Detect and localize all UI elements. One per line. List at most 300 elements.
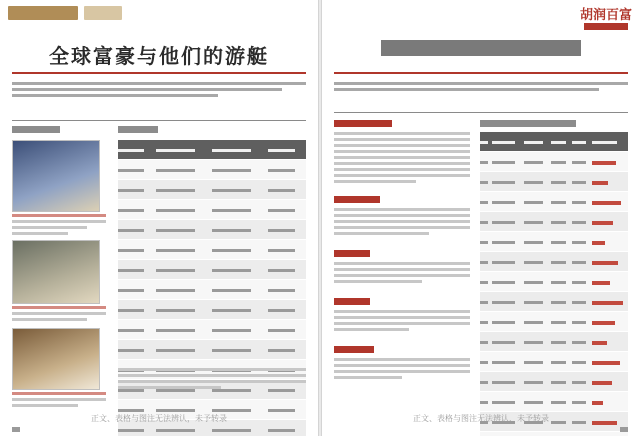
section-heading-placeholder-3 xyxy=(334,250,370,257)
table-row xyxy=(480,352,628,372)
table-cell xyxy=(118,220,156,240)
body-paragraph-placeholder xyxy=(118,368,306,392)
table-cell xyxy=(156,260,212,280)
text-placeholder xyxy=(156,309,195,312)
table-cell xyxy=(592,212,628,232)
table-cell xyxy=(592,272,628,292)
owner-portrait-2 xyxy=(12,240,100,304)
table-row xyxy=(480,372,628,392)
table-cell xyxy=(524,392,551,412)
table-cell xyxy=(156,240,212,260)
right-lead-paragraph-placeholder xyxy=(334,82,628,94)
text-placeholder xyxy=(212,169,251,172)
headline-rule xyxy=(334,72,628,74)
text-placeholder xyxy=(212,249,251,252)
table-row xyxy=(480,192,628,212)
table-cell xyxy=(592,372,628,392)
missing-text-note: 正文、表格与图注无法辨认，未予转录 xyxy=(91,414,227,423)
table-cell xyxy=(212,260,268,280)
table-cell xyxy=(118,320,156,340)
text-placeholder xyxy=(268,169,294,172)
table-cell xyxy=(480,292,492,312)
text-placeholder xyxy=(118,249,144,252)
text-placeholder xyxy=(212,329,251,332)
table-cell xyxy=(480,152,492,172)
text-placeholder xyxy=(212,429,251,432)
table-row xyxy=(480,252,628,272)
table-row xyxy=(480,272,628,292)
table-bar xyxy=(592,161,616,165)
text-placeholder xyxy=(268,329,294,332)
text-placeholder xyxy=(480,301,488,304)
table-cell xyxy=(480,372,492,392)
table-cell xyxy=(492,332,525,352)
text-placeholder xyxy=(551,201,566,204)
text-placeholder xyxy=(268,349,294,352)
table-cell xyxy=(480,132,492,152)
table-heading-placeholder xyxy=(118,126,158,133)
table-cell xyxy=(592,252,628,272)
text-placeholder xyxy=(524,221,543,224)
table-cell xyxy=(524,192,551,212)
text-placeholder xyxy=(118,189,144,192)
text-placeholder xyxy=(268,269,294,272)
table-bar xyxy=(592,381,611,385)
text-placeholder xyxy=(212,269,251,272)
table-cell xyxy=(492,192,525,212)
text-placeholder xyxy=(156,149,195,152)
table-cell xyxy=(118,240,156,260)
table-cell xyxy=(524,292,551,312)
owner-portrait-3 xyxy=(12,328,100,390)
table-row xyxy=(480,392,628,412)
table-cell xyxy=(551,232,572,252)
table-row xyxy=(480,212,628,232)
table-cell xyxy=(492,252,525,272)
right-headline-placeholder xyxy=(322,40,640,56)
text-column-placeholder-5 xyxy=(334,358,470,382)
table-cell xyxy=(524,272,551,292)
text-placeholder xyxy=(118,409,144,412)
table-cell xyxy=(592,232,628,252)
table-row xyxy=(118,180,306,200)
table-cell xyxy=(268,320,306,340)
table-bar xyxy=(592,261,618,265)
table-cell xyxy=(212,160,268,180)
text-placeholder xyxy=(156,269,195,272)
table-cell xyxy=(492,352,525,372)
table-cell xyxy=(492,292,525,312)
table-cell xyxy=(592,132,628,152)
table-cell xyxy=(572,152,593,172)
text-placeholder xyxy=(492,341,515,344)
text-placeholder xyxy=(118,349,144,352)
table-cell xyxy=(572,132,593,152)
table-bar xyxy=(592,341,606,345)
text-column-placeholder-4 xyxy=(334,310,470,334)
portrait-caption-1-placeholder xyxy=(12,214,106,238)
table-cell xyxy=(572,392,593,412)
text-placeholder xyxy=(492,161,515,164)
text-placeholder xyxy=(492,261,515,264)
table-cell xyxy=(118,340,156,360)
table-cell xyxy=(524,352,551,372)
table-cell xyxy=(118,160,156,180)
table-cell xyxy=(592,392,628,412)
table-bar xyxy=(592,301,623,305)
table-cell xyxy=(492,212,525,232)
text-placeholder xyxy=(492,401,515,404)
table-cell xyxy=(268,300,306,320)
table-cell xyxy=(212,220,268,240)
table-cell xyxy=(212,180,268,200)
table-cell xyxy=(480,192,492,212)
text-placeholder xyxy=(480,161,488,164)
section-rule xyxy=(12,120,306,121)
text-placeholder xyxy=(524,401,543,404)
table-cell xyxy=(156,220,212,240)
table-cell xyxy=(551,272,572,292)
table-row xyxy=(118,200,306,220)
table-cell xyxy=(212,320,268,340)
text-placeholder xyxy=(268,429,294,432)
text-placeholder xyxy=(492,221,515,224)
table-cell xyxy=(551,392,572,412)
table-bar xyxy=(592,281,609,285)
right-page xyxy=(322,0,640,436)
table-row xyxy=(118,320,306,340)
text-placeholder xyxy=(480,141,488,144)
table-row xyxy=(480,292,628,312)
text-placeholder xyxy=(480,281,488,284)
table-cell xyxy=(268,200,306,220)
text-placeholder xyxy=(268,289,294,292)
text-placeholder xyxy=(551,221,566,224)
table-cell xyxy=(268,280,306,300)
text-placeholder xyxy=(118,269,144,272)
left-headline: 全球富豪与他们的游艇 xyxy=(49,44,269,68)
table-cell xyxy=(572,232,593,252)
table-cell xyxy=(592,192,628,212)
section-heading-placeholder-1 xyxy=(334,120,392,127)
text-placeholder xyxy=(572,281,587,284)
table-cell xyxy=(572,332,593,352)
table-cell xyxy=(551,172,572,192)
table-row xyxy=(480,432,628,436)
text-placeholder xyxy=(572,361,587,364)
table-cell xyxy=(551,312,572,332)
text-placeholder xyxy=(212,289,251,292)
text-placeholder xyxy=(480,201,488,204)
table-cell xyxy=(572,252,593,272)
text-placeholder xyxy=(268,189,294,192)
masthead-bar xyxy=(584,23,628,30)
table-cell xyxy=(572,272,593,292)
text-placeholder xyxy=(480,181,488,184)
publisher-logo xyxy=(8,6,78,20)
text-placeholder xyxy=(156,289,195,292)
table-cell xyxy=(212,240,268,260)
section-heading-placeholder-4 xyxy=(334,298,370,305)
table-cell xyxy=(572,372,593,392)
text-placeholder xyxy=(118,429,144,432)
text-placeholder xyxy=(492,241,515,244)
text-placeholder xyxy=(572,221,587,224)
table-row xyxy=(480,152,628,172)
text-placeholder xyxy=(524,281,543,284)
table-cell xyxy=(551,192,572,212)
table-row xyxy=(118,280,306,300)
table-cell xyxy=(156,180,212,200)
table-cell xyxy=(480,392,492,412)
table-cell xyxy=(492,272,525,292)
text-placeholder xyxy=(156,209,195,212)
table-cell xyxy=(480,252,492,272)
table-bar xyxy=(592,401,603,405)
text-placeholder xyxy=(156,229,195,232)
text-placeholder xyxy=(524,201,543,204)
table-cell xyxy=(156,140,212,160)
text-placeholder xyxy=(592,141,617,144)
table-cell xyxy=(524,372,551,392)
table-cell xyxy=(156,300,212,320)
text-placeholder xyxy=(118,229,144,232)
table-cell xyxy=(572,172,593,192)
text-column-placeholder-1 xyxy=(334,132,470,186)
text-placeholder xyxy=(480,361,488,364)
table-cell xyxy=(480,432,492,436)
partner-logo xyxy=(84,6,122,20)
table-cell xyxy=(480,212,492,232)
text-placeholder xyxy=(268,309,294,312)
text-placeholder xyxy=(268,249,294,252)
text-placeholder xyxy=(268,209,294,212)
table-cell xyxy=(480,232,492,252)
text-placeholder xyxy=(480,261,488,264)
table-cell xyxy=(524,312,551,332)
text-placeholder xyxy=(212,229,251,232)
text-placeholder xyxy=(572,201,587,204)
section-heading-placeholder-5 xyxy=(334,346,374,353)
table-cell xyxy=(551,292,572,312)
text-column-placeholder-3 xyxy=(334,262,470,286)
table-cell xyxy=(524,132,551,152)
table-cell xyxy=(551,372,572,392)
wealth-table-placeholder xyxy=(480,132,628,436)
table-row xyxy=(118,220,306,240)
text-placeholder xyxy=(551,141,566,144)
table-cell xyxy=(268,240,306,260)
text-placeholder xyxy=(524,181,543,184)
text-placeholder xyxy=(156,189,195,192)
table-cell xyxy=(572,432,593,436)
table-cell xyxy=(592,152,628,172)
text-placeholder xyxy=(572,301,587,304)
text-placeholder xyxy=(524,361,543,364)
portrait-caption-3-placeholder xyxy=(12,392,106,410)
table-cell xyxy=(480,352,492,372)
table-cell xyxy=(524,152,551,172)
text-placeholder xyxy=(480,321,488,324)
owner-portrait-1 xyxy=(12,140,100,212)
table-cell xyxy=(492,312,525,332)
table-cell xyxy=(212,140,268,160)
text-placeholder xyxy=(572,261,587,264)
table-cell xyxy=(592,352,628,372)
text-placeholder xyxy=(480,221,488,224)
page-number-placeholder xyxy=(12,427,20,432)
table-cell xyxy=(572,212,593,232)
table-cell xyxy=(212,280,268,300)
text-placeholder xyxy=(156,249,195,252)
text-placeholder xyxy=(480,401,488,404)
table-cell xyxy=(551,252,572,272)
text-placeholder xyxy=(551,361,566,364)
table-cell xyxy=(524,172,551,192)
table-header-row xyxy=(480,132,628,152)
table-cell xyxy=(268,140,306,160)
text-placeholder xyxy=(492,301,515,304)
table-cell xyxy=(592,292,628,312)
table-cell xyxy=(480,172,492,192)
table-row xyxy=(480,232,628,252)
table-cell xyxy=(551,152,572,172)
table-row xyxy=(480,172,628,192)
text-placeholder xyxy=(551,381,566,384)
table-cell xyxy=(268,180,306,200)
table-cell xyxy=(268,160,306,180)
table-bar xyxy=(592,201,621,205)
table-cell xyxy=(572,312,593,332)
text-placeholder xyxy=(212,149,251,152)
table-row xyxy=(118,240,306,260)
text-placeholder xyxy=(551,401,566,404)
text-placeholder xyxy=(551,281,566,284)
table-cell xyxy=(480,272,492,292)
text-placeholder xyxy=(156,429,195,432)
left-page xyxy=(0,0,318,436)
text-placeholder xyxy=(524,381,543,384)
text-placeholder xyxy=(524,321,543,324)
text-placeholder xyxy=(524,161,543,164)
text-placeholder xyxy=(572,321,587,324)
text-placeholder xyxy=(118,169,144,172)
masthead-logo xyxy=(580,8,632,38)
table-cell xyxy=(118,300,156,320)
table-cell xyxy=(118,260,156,280)
table-row xyxy=(480,312,628,332)
table-cell xyxy=(492,232,525,252)
table-cell xyxy=(524,432,551,436)
table-cell xyxy=(492,372,525,392)
table-cell xyxy=(156,320,212,340)
text-placeholder xyxy=(212,349,251,352)
text-placeholder xyxy=(118,289,144,292)
table-cell xyxy=(492,432,525,436)
text-placeholder xyxy=(118,209,144,212)
text-placeholder xyxy=(551,341,566,344)
table-row xyxy=(118,260,306,280)
table-cell xyxy=(212,340,268,360)
text-placeholder xyxy=(572,401,587,404)
text-placeholder xyxy=(212,209,251,212)
table-heading-placeholder xyxy=(480,120,576,127)
table-cell xyxy=(480,312,492,332)
text-placeholder xyxy=(492,201,515,204)
table-row xyxy=(118,160,306,180)
table-cell xyxy=(268,340,306,360)
text-placeholder xyxy=(268,229,294,232)
table-cell xyxy=(551,212,572,232)
table-cell xyxy=(524,232,551,252)
table-cell xyxy=(480,332,492,352)
headline-rule xyxy=(12,72,306,74)
table-bar xyxy=(592,361,619,365)
text-placeholder xyxy=(551,181,566,184)
text-placeholder xyxy=(572,241,587,244)
text-placeholder xyxy=(572,381,587,384)
masthead-title: 胡润百富 xyxy=(580,8,633,23)
table-cell xyxy=(212,200,268,220)
text-placeholder xyxy=(524,141,543,144)
table-cell xyxy=(492,172,525,192)
text-placeholder xyxy=(118,149,144,152)
table-cell xyxy=(492,152,525,172)
text-placeholder xyxy=(551,261,566,264)
text-placeholder xyxy=(551,241,566,244)
text-placeholder xyxy=(118,309,144,312)
text-placeholder xyxy=(480,241,488,244)
text-placeholder xyxy=(492,321,515,324)
table-cell xyxy=(118,280,156,300)
table-cell xyxy=(268,260,306,280)
table-cell xyxy=(118,140,156,160)
table-cell xyxy=(118,200,156,220)
table-cell xyxy=(524,212,551,232)
text-placeholder xyxy=(492,381,515,384)
table-cell xyxy=(592,432,628,436)
section-heading-placeholder-2 xyxy=(334,196,380,203)
text-placeholder xyxy=(156,409,195,412)
table-cell xyxy=(592,312,628,332)
text-placeholder xyxy=(572,161,587,164)
text-placeholder xyxy=(572,181,587,184)
table-header-row xyxy=(118,140,306,160)
text-placeholder xyxy=(572,341,587,344)
table-row xyxy=(480,332,628,352)
text-placeholder xyxy=(480,341,488,344)
table-cell xyxy=(156,160,212,180)
table-row xyxy=(118,340,306,360)
table-cell xyxy=(572,192,593,212)
table-cell xyxy=(524,332,551,352)
lead-paragraph-placeholder xyxy=(12,82,306,100)
text-placeholder xyxy=(118,329,144,332)
photo-column-heading-placeholder xyxy=(12,126,60,133)
text-placeholder xyxy=(212,409,251,412)
table-cell xyxy=(524,252,551,272)
table-cell xyxy=(156,280,212,300)
text-placeholder xyxy=(268,149,294,152)
section-rule xyxy=(334,112,628,113)
table-cell xyxy=(492,392,525,412)
table-cell xyxy=(592,332,628,352)
missing-text-note: 正文、表格与图注无法辨认，未予转录 xyxy=(413,414,549,423)
table-row xyxy=(118,300,306,320)
text-placeholder xyxy=(524,301,543,304)
table-cell xyxy=(551,132,572,152)
text-placeholder xyxy=(492,361,515,364)
